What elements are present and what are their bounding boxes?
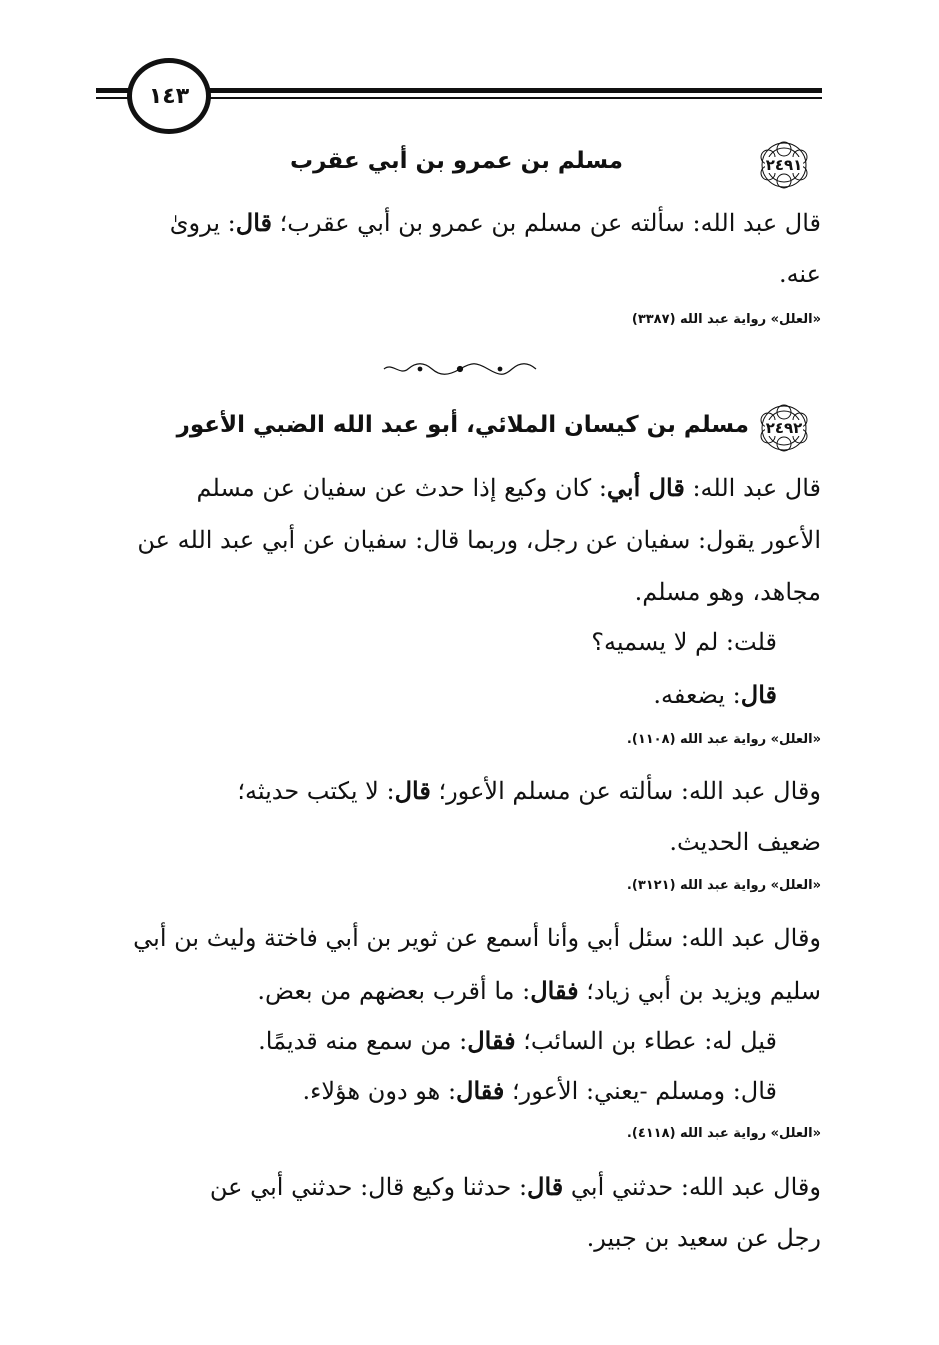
- entry-number: ٢٤٩٢: [765, 419, 803, 437]
- text-line: عنه.: [778, 260, 821, 288]
- text-line: مجاهد، وهو مسلم.: [634, 578, 821, 606]
- entry-number: ٢٤٩١: [765, 156, 803, 174]
- entry-title: مسلم بن كيسان الملائي، أبو عبد الله الضبي الأعور: [176, 412, 749, 438]
- entry-title: مسلم بن عمرو بن أبي عقرب: [290, 148, 623, 174]
- text-line: وقال عبد الله: حدثني أبي قال: حدثنا وكيع قال: حدثني أبي عن: [209, 1172, 821, 1201]
- page-number: ١٤٣: [127, 58, 211, 134]
- ornamental-divider-icon: [380, 362, 540, 376]
- entry-number-badge: [756, 403, 812, 453]
- text-line: قال: ومسلم -يعني: الأعور؛ فقال: هو دون هؤلاء.: [302, 1076, 777, 1105]
- text-line: ضعيف الحديث.: [669, 828, 821, 856]
- entry-number-badge: [756, 140, 812, 190]
- source-citation: «العلل» رواية عبد الله (٣١٢١).: [626, 878, 821, 893]
- source-citation: «العلل» رواية عبد الله (٤١١٨).: [626, 1126, 821, 1141]
- text-line: رجل عن سعيد بن جبير.: [586, 1224, 821, 1252]
- source-citation: «العلل» رواية عبد الله (١١٠٨).: [626, 732, 821, 747]
- text-line: وقال عبد الله: سئل أبي وأنا أسمع عن ثوير بن أبي فاختة وليث بن أبي: [133, 924, 821, 952]
- text-line: قال عبد الله: قال أبي: كان وكيع إذا حدث عن سفيان عن مسلم: [196, 473, 821, 502]
- text-line: قال: يضعفه.: [653, 680, 777, 709]
- text-line: وقال عبد الله: سألته عن مسلم الأعور؛ قال: لا يكتب حديثه؛: [237, 776, 821, 805]
- text-line: قال عبد الله: سألته عن مسلم بن عمرو بن أبي عقرب؛ قال: يروىٰ: [169, 208, 821, 237]
- text-line: الأعور يقول: سفيان عن رجل، وربما قال: سفيان عن أبي عبد الله عن: [137, 526, 821, 554]
- text-line: قيل له: عطاء بن السائب؛ فقال: من سمع منه قديمًا.: [258, 1026, 777, 1055]
- text-line: سليم ويزيد بن أبي زياد؛ فقال: ما أقرب بعضهم من بعض.: [257, 976, 821, 1005]
- text-line: قلت: لم لا يسميه؟: [591, 628, 777, 656]
- source-citation: «العلل» رواية عبد الله (٣٣٨٧): [631, 312, 821, 327]
